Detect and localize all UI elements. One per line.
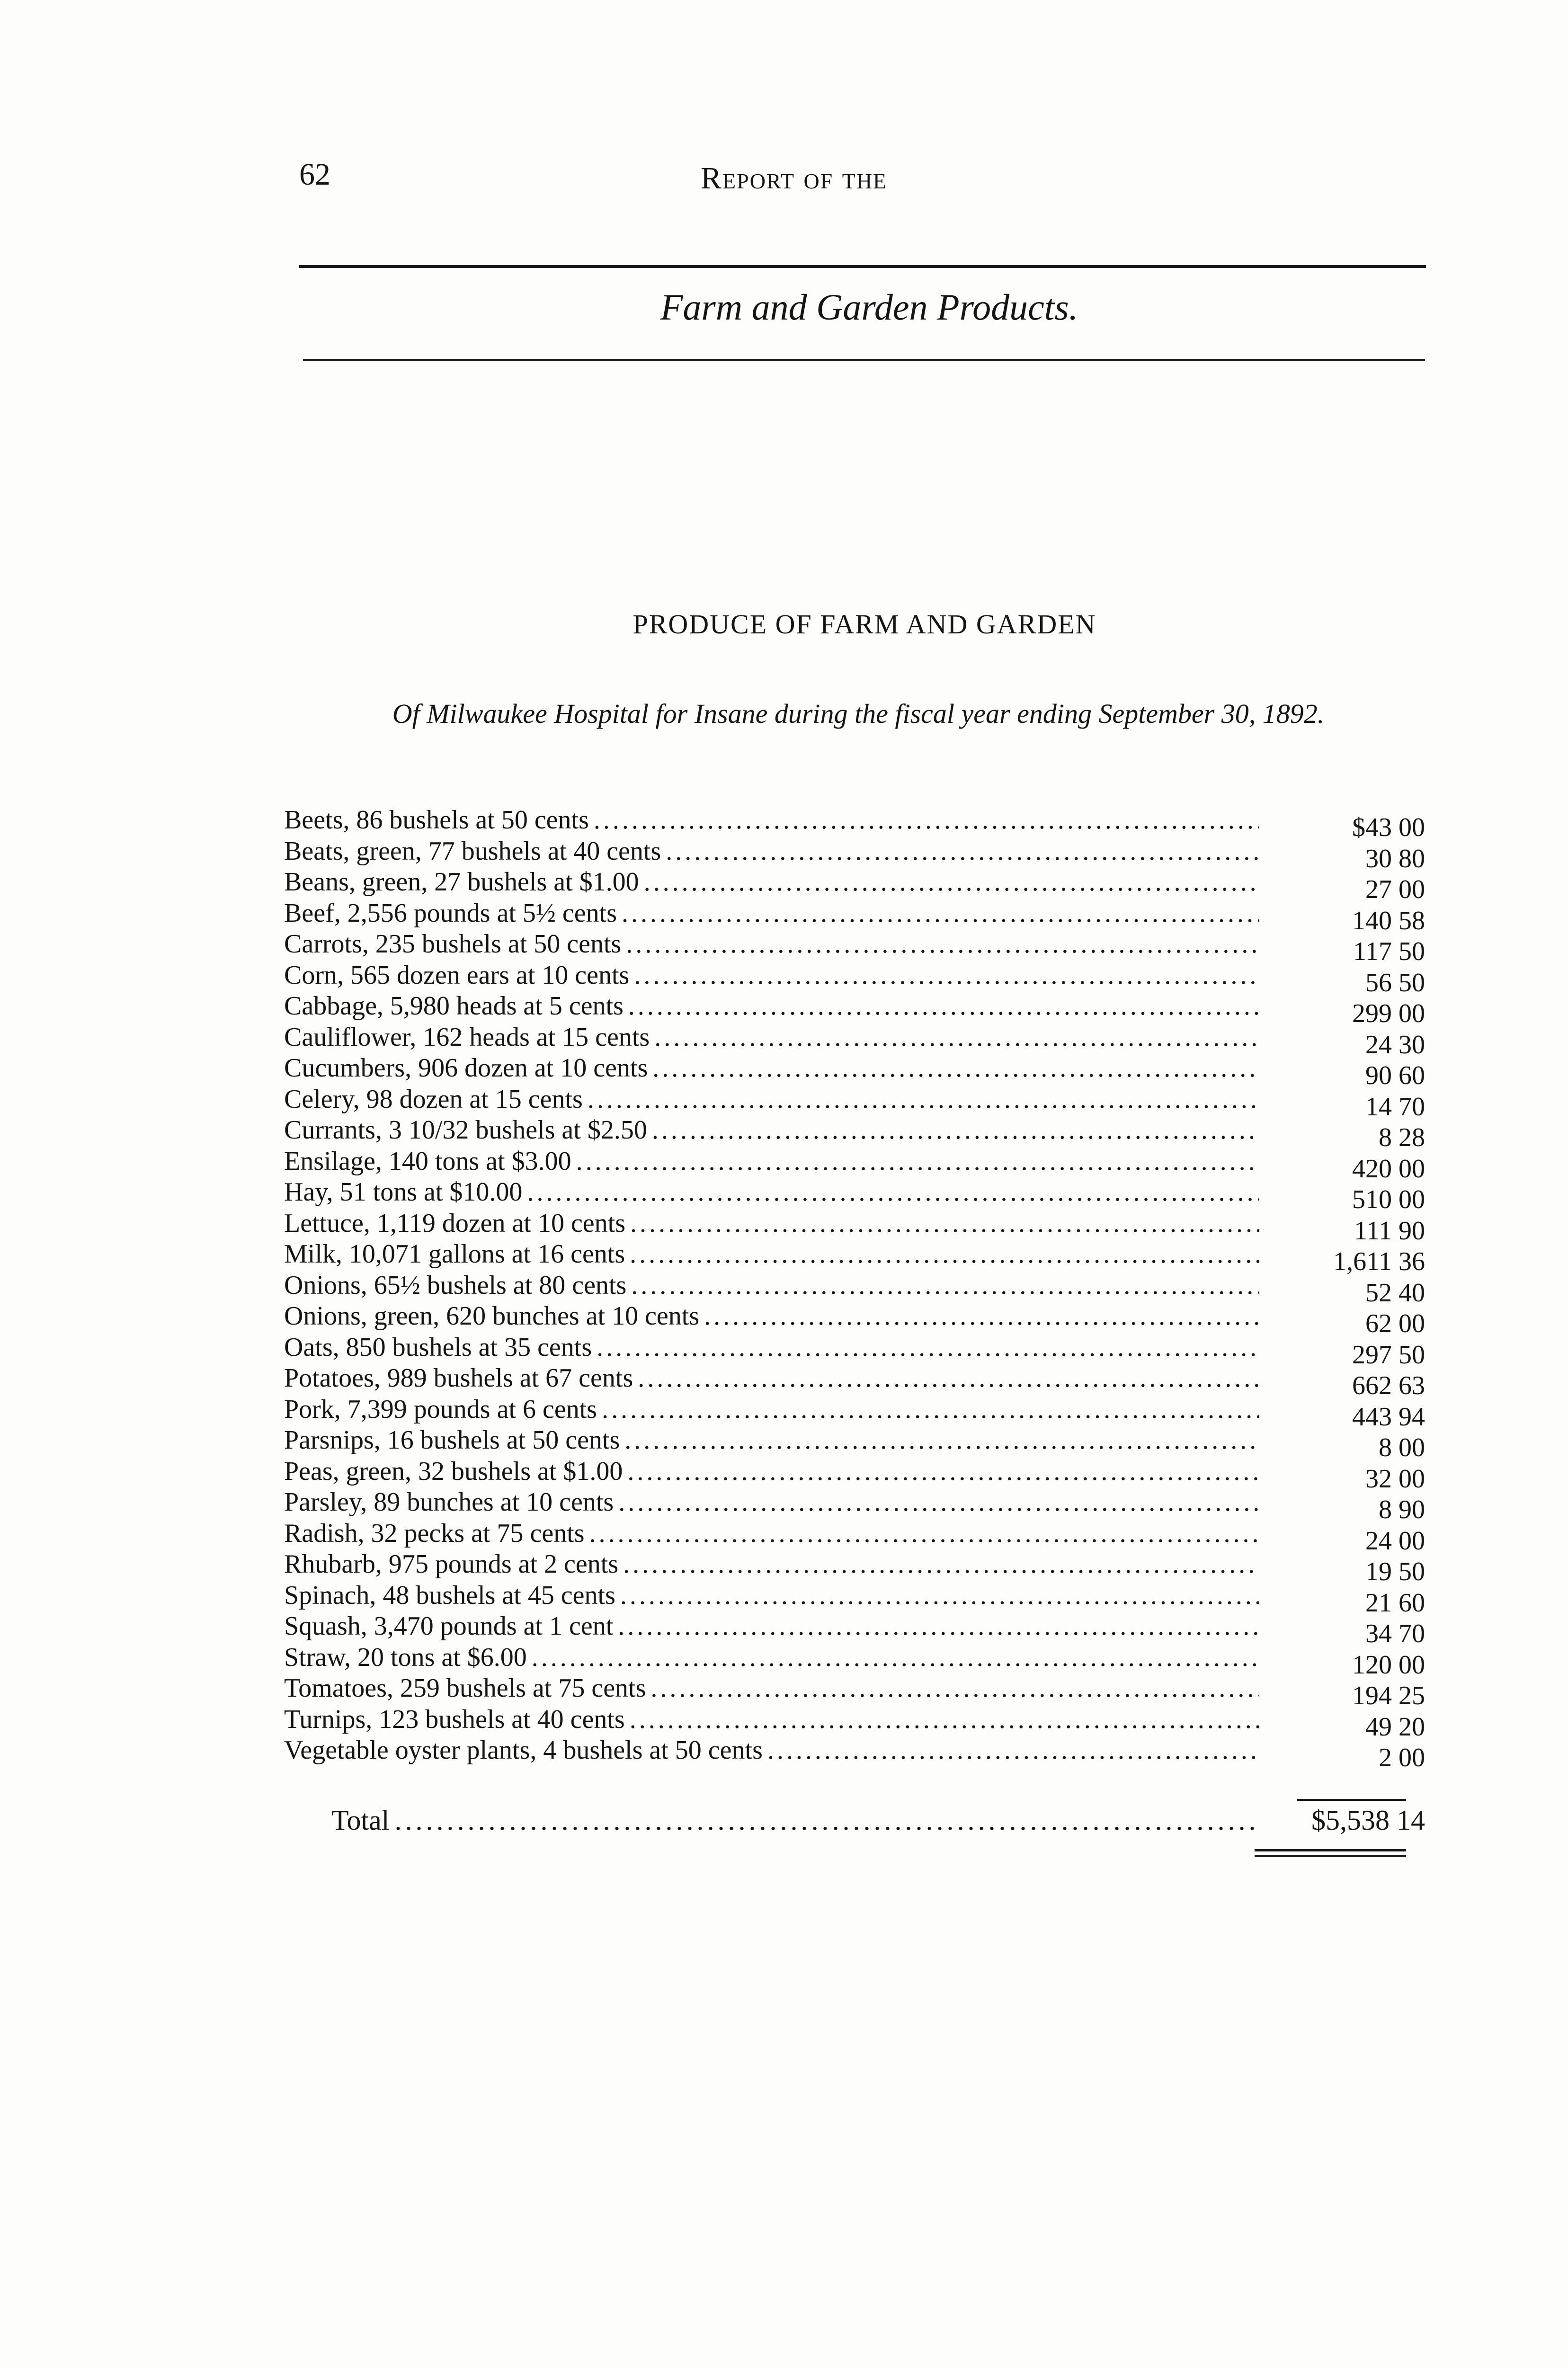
running-head: Report of the bbox=[701, 161, 888, 196]
produce-item: Pork, 7,399 pounds at 6 cents . . . bbox=[284, 1394, 1259, 1425]
produce-row bbox=[284, 1146, 1425, 1184]
produce-item: Cucumbers, 906 dozen at 10 cents . . . bbox=[284, 1053, 1259, 1084]
produce-row bbox=[284, 1673, 1425, 1710]
produce-amount: 14 70 bbox=[1365, 1092, 1425, 1121]
double-rule-lower bbox=[1255, 1855, 1406, 1857]
section-title: Farm and Garden Products. bbox=[660, 286, 1078, 328]
top-rule bbox=[299, 265, 1426, 268]
produce-amount: 90 60 bbox=[1365, 1061, 1425, 1090]
produce-item: Cauliflower, 162 heads at 15 cents . . . bbox=[284, 1022, 1259, 1053]
produce-row bbox=[284, 960, 1425, 997]
produce-amount: 24 30 bbox=[1365, 1030, 1425, 1059]
produce-amount: 30 80 bbox=[1365, 844, 1425, 873]
produce-item: Potatoes, 989 bushels at 67 cents . . . bbox=[284, 1363, 1259, 1394]
produce-amount: 1,611 36 bbox=[1333, 1247, 1425, 1276]
produce-item: Corn, 565 dozen ears at 10 cents . . . bbox=[284, 960, 1259, 991]
produce-row bbox=[284, 1208, 1425, 1246]
produce-amount: 34 70 bbox=[1365, 1619, 1425, 1648]
produce-row bbox=[284, 1115, 1425, 1152]
produce-row bbox=[284, 836, 1425, 873]
produce-amount: 52 40 bbox=[1365, 1278, 1425, 1308]
total-row bbox=[331, 1804, 1425, 1837]
produce-item: Currants, 3 10/32 bushels at $2.50 . . . bbox=[284, 1115, 1259, 1146]
produce-row bbox=[284, 1270, 1425, 1308]
produce-row bbox=[284, 1456, 1425, 1494]
produce-amount: 443 94 bbox=[1352, 1402, 1425, 1432]
produce-row bbox=[284, 1549, 1425, 1586]
produce-row bbox=[284, 1735, 1425, 1772]
table-heading: PRODUCE OF FARM AND GARDEN bbox=[633, 609, 1096, 640]
produce-row bbox=[284, 1239, 1425, 1276]
produce-item: Beef, 2,556 pounds at 5½ cents . . . bbox=[284, 898, 1259, 929]
produce-row bbox=[284, 1022, 1425, 1059]
produce-item: Straw, 20 tons at $6.00 . . . bbox=[284, 1642, 1259, 1673]
table-subtitle: Of Milwaukee Hospital for Insane during the fiscal year ending September 30, 1892. bbox=[392, 698, 1325, 729]
produce-item: Hay, 51 tons at $10.00 . . . bbox=[284, 1177, 1259, 1208]
produce-row bbox=[284, 1487, 1425, 1524]
produce-amount: 62 00 bbox=[1365, 1309, 1425, 1338]
produce-row bbox=[284, 1363, 1425, 1400]
produce-amount: 297 50 bbox=[1352, 1340, 1425, 1370]
produce-amount: 19 50 bbox=[1365, 1557, 1425, 1586]
produce-row bbox=[284, 1177, 1425, 1214]
produce-item: Onions, green, 620 bunches at 10 cents . . . bbox=[284, 1301, 1259, 1332]
produce-row bbox=[284, 1084, 1425, 1121]
produce-item: Turnips, 123 bushels at 40 cents . . . bbox=[284, 1704, 1259, 1735]
produce-row bbox=[284, 1611, 1425, 1648]
produce-amount: 194 25 bbox=[1352, 1681, 1425, 1710]
produce-amount: 56 50 bbox=[1365, 968, 1425, 997]
produce-amount: 8 28 bbox=[1379, 1123, 1425, 1152]
produce-amount: 21 60 bbox=[1365, 1588, 1425, 1618]
produce-item: Tomatoes, 259 bushels at 75 cents . . . bbox=[284, 1673, 1259, 1704]
produce-item: Rhubarb, 975 pounds at 2 cents . . . bbox=[284, 1549, 1259, 1580]
produce-item: Spinach, 48 bushels at 45 cents . . . bbox=[284, 1580, 1259, 1611]
produce-row bbox=[284, 1580, 1425, 1618]
produce-row bbox=[284, 898, 1425, 935]
total-label: Total . . . bbox=[331, 1804, 1259, 1837]
produce-item: Lettuce, 1,119 dozen at 10 cents . . . bbox=[284, 1208, 1259, 1239]
produce-amount: 27 00 bbox=[1365, 875, 1425, 904]
produce-amount: $43 00 bbox=[1352, 813, 1425, 842]
produce-item: Onions, 65½ bushels at 80 cents . . . bbox=[284, 1270, 1259, 1301]
produce-row bbox=[284, 1053, 1425, 1090]
produce-item: Beats, green, 77 bushels at 40 cents . . . bbox=[284, 836, 1259, 867]
produce-amount: 111 90 bbox=[1354, 1216, 1425, 1246]
produce-item: Oats, 850 bushels at 35 cents . . . bbox=[284, 1332, 1259, 1363]
produce-row bbox=[284, 867, 1425, 904]
produce-amount: 8 00 bbox=[1379, 1433, 1425, 1462]
produce-row bbox=[284, 1518, 1425, 1556]
produce-row bbox=[284, 1425, 1425, 1462]
produce-row bbox=[284, 1394, 1425, 1432]
section-rule bbox=[303, 359, 1425, 361]
produce-amount: 32 00 bbox=[1365, 1464, 1425, 1494]
produce-amount: 510 00 bbox=[1352, 1185, 1425, 1214]
produce-item: Peas, green, 32 bushels at $1.00 . . . bbox=[284, 1456, 1259, 1487]
produce-row bbox=[284, 991, 1425, 1028]
produce-row bbox=[284, 805, 1425, 842]
total-amount: $5,538 14 bbox=[1311, 1805, 1425, 1836]
produce-item: Carrots, 235 bushels at 50 cents . . . bbox=[284, 929, 1259, 960]
produce-row bbox=[284, 1301, 1425, 1338]
produce-item: Beans, green, 27 bushels at $1.00 . . . bbox=[284, 867, 1259, 898]
produce-item: Celery, 98 dozen at 15 cents . . . bbox=[284, 1084, 1259, 1115]
produce-amount: 140 58 bbox=[1352, 906, 1425, 935]
produce-row bbox=[284, 1642, 1425, 1680]
produce-item: Vegetable oyster plants, 4 bushels at 50 cents . . . bbox=[284, 1735, 1259, 1766]
produce-item: Parsley, 89 bunches at 10 cents . . . bbox=[284, 1487, 1259, 1518]
produce-item: Milk, 10,071 gallons at 16 cents . . . bbox=[284, 1239, 1259, 1270]
double-rule-upper bbox=[1255, 1849, 1406, 1851]
produce-amount: 2 00 bbox=[1379, 1743, 1425, 1772]
produce-amount: 24 00 bbox=[1365, 1526, 1425, 1556]
produce-item: Cabbage, 5,980 heads at 5 cents . . . bbox=[284, 991, 1259, 1022]
produce-amount: 120 00 bbox=[1352, 1650, 1425, 1680]
produce-item: Ensilage, 140 tons at $3.00 . . . bbox=[284, 1146, 1259, 1177]
produce-amount: 117 50 bbox=[1353, 937, 1425, 966]
page-number: 62 bbox=[299, 157, 330, 192]
produce-amount: 420 00 bbox=[1352, 1154, 1425, 1184]
produce-list bbox=[284, 805, 1425, 1772]
produce-amount: 49 20 bbox=[1365, 1712, 1425, 1742]
total-rule bbox=[1297, 1799, 1406, 1801]
produce-amount: 8 90 bbox=[1379, 1495, 1425, 1524]
produce-item: Parsnips, 16 bushels at 50 cents . . . bbox=[284, 1425, 1259, 1456]
produce-amount: 662 63 bbox=[1352, 1371, 1425, 1400]
produce-amount: 299 00 bbox=[1352, 999, 1425, 1028]
produce-item: Radish, 32 pecks at 75 cents . . . bbox=[284, 1518, 1259, 1549]
produce-row bbox=[284, 1704, 1425, 1742]
produce-item: Squash, 3,470 pounds at 1 cent . . . bbox=[284, 1611, 1259, 1642]
produce-row bbox=[284, 929, 1425, 966]
produce-row bbox=[284, 1332, 1425, 1370]
produce-item: Beets, 86 bushels at 50 cents . . . bbox=[284, 805, 1259, 836]
